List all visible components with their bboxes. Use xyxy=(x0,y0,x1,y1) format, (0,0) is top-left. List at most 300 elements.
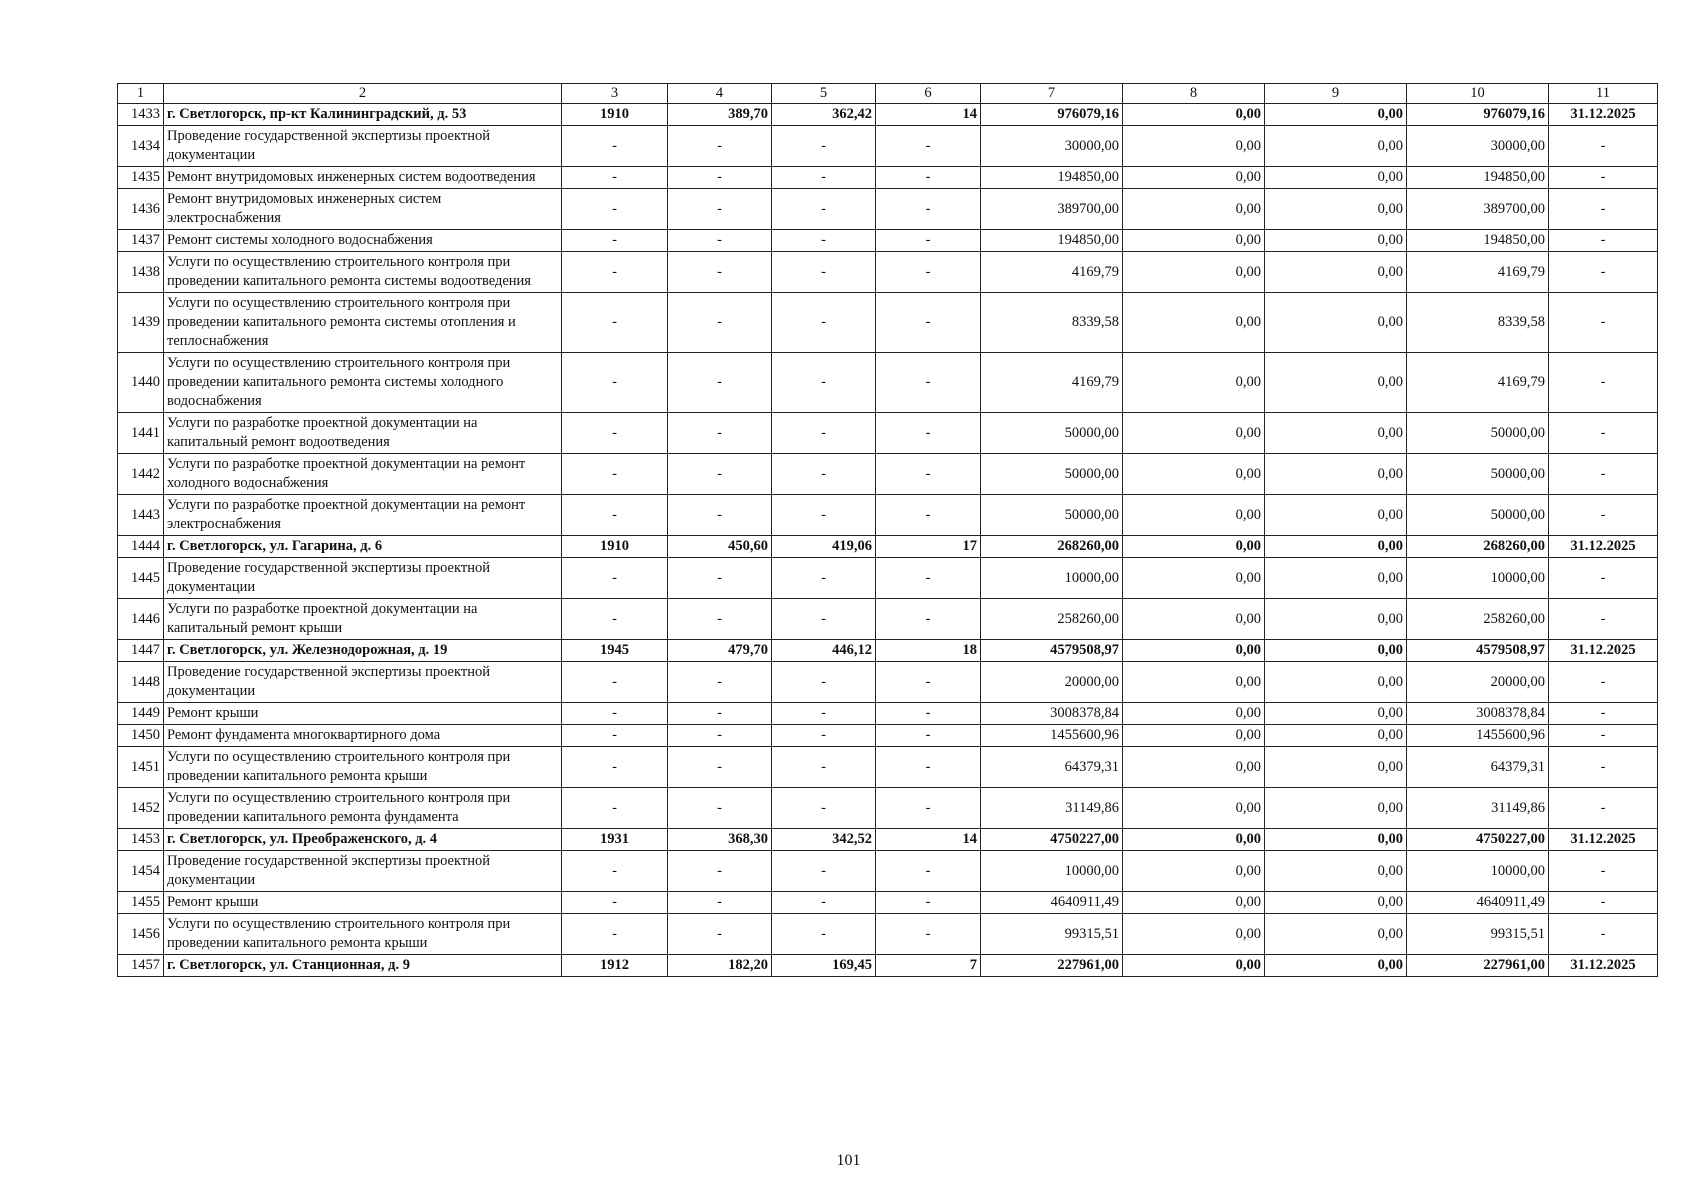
residents-count-cell: 14 xyxy=(876,104,981,126)
budget-cost-cell: 0,00 xyxy=(1265,126,1407,167)
total-area-cell: - xyxy=(668,703,772,725)
work-row xyxy=(118,914,1658,955)
owner-funds-cell: 4579508,97 xyxy=(1407,640,1549,662)
living-area-cell: - xyxy=(772,126,876,167)
total-area-cell: 479,70 xyxy=(668,640,772,662)
completion-date-cell: 31.12.2025 xyxy=(1549,829,1658,851)
completion-date-cell: - xyxy=(1549,413,1658,454)
owner-funds-cell: 194850,00 xyxy=(1407,230,1549,252)
owner-funds-cell: 389700,00 xyxy=(1407,189,1549,230)
fund-cost-cell: 0,00 xyxy=(1123,252,1265,293)
owner-funds-cell: 1455600,96 xyxy=(1407,725,1549,747)
column-number-header: 3 xyxy=(562,84,668,104)
fund-cost-cell: 0,00 xyxy=(1123,536,1265,558)
completion-date-cell: - xyxy=(1549,703,1658,725)
column-number-header: 7 xyxy=(981,84,1123,104)
year-built-cell: - xyxy=(562,230,668,252)
total-area-cell: - xyxy=(668,189,772,230)
completion-date-cell: - xyxy=(1549,189,1658,230)
fund-cost-cell: 0,00 xyxy=(1123,104,1265,126)
fund-cost-cell: 0,00 xyxy=(1123,914,1265,955)
work-description-cell: Услуги по осуществлению строительного контроля при проведении капитального ремонта крыши xyxy=(164,914,562,955)
total-cost-cell: 4169,79 xyxy=(981,353,1123,413)
budget-cost-cell: 0,00 xyxy=(1265,189,1407,230)
completion-date-cell: - xyxy=(1549,892,1658,914)
total-cost-cell: 99315,51 xyxy=(981,914,1123,955)
page-number: 101 xyxy=(836,1152,861,1169)
work-row xyxy=(118,747,1658,788)
year-built-cell: - xyxy=(562,892,668,914)
address-row xyxy=(118,536,1658,558)
fund-cost-cell: 0,00 xyxy=(1123,230,1265,252)
budget-cost-cell: 0,00 xyxy=(1265,252,1407,293)
work-description-cell: Проведение государственной экспертизы проектной документации xyxy=(164,851,562,892)
budget-cost-cell: 0,00 xyxy=(1265,353,1407,413)
year-built-cell: - xyxy=(562,495,668,536)
fund-cost-cell: 0,00 xyxy=(1123,955,1265,977)
column-number-header: 8 xyxy=(1123,84,1265,104)
budget-cost-cell: 0,00 xyxy=(1265,914,1407,955)
address-row xyxy=(118,640,1658,662)
completion-date-cell: 31.12.2025 xyxy=(1549,955,1658,977)
work-row xyxy=(118,189,1658,230)
living-area-cell: - xyxy=(772,413,876,454)
year-built-cell: - xyxy=(562,189,668,230)
living-area-cell: - xyxy=(772,167,876,189)
work-row xyxy=(118,662,1658,703)
total-area-cell: - xyxy=(668,558,772,599)
living-area-cell: - xyxy=(772,599,876,640)
completion-date-cell: - xyxy=(1549,353,1658,413)
column-number-header: 5 xyxy=(772,84,876,104)
living-area-cell: 169,45 xyxy=(772,955,876,977)
year-built-cell: 1910 xyxy=(562,104,668,126)
budget-cost-cell: 0,00 xyxy=(1265,167,1407,189)
work-row xyxy=(118,293,1658,353)
total-area-cell: - xyxy=(668,495,772,536)
work-row xyxy=(118,413,1658,454)
total-cost-cell: 4640911,49 xyxy=(981,892,1123,914)
owner-funds-cell: 976079,16 xyxy=(1407,104,1549,126)
fund-cost-cell: 0,00 xyxy=(1123,703,1265,725)
row-number-cell: 1442 xyxy=(118,454,164,495)
owner-funds-cell: 99315,51 xyxy=(1407,914,1549,955)
fund-cost-cell: 0,00 xyxy=(1123,599,1265,640)
living-area-cell: 362,42 xyxy=(772,104,876,126)
completion-date-cell: 31.12.2025 xyxy=(1549,104,1658,126)
residents-count-cell: 17 xyxy=(876,536,981,558)
fund-cost-cell: 0,00 xyxy=(1123,353,1265,413)
total-area-cell: - xyxy=(668,914,772,955)
residents-count-cell: - xyxy=(876,454,981,495)
residents-count-cell: - xyxy=(876,725,981,747)
year-built-cell: 1931 xyxy=(562,829,668,851)
column-number-header: 4 xyxy=(668,84,772,104)
work-description-cell: Проведение государственной экспертизы проектной документации xyxy=(164,662,562,703)
row-number-cell: 1435 xyxy=(118,167,164,189)
column-number-header: 9 xyxy=(1265,84,1407,104)
owner-funds-cell: 20000,00 xyxy=(1407,662,1549,703)
row-number-cell: 1445 xyxy=(118,558,164,599)
residents-count-cell: - xyxy=(876,413,981,454)
owner-funds-cell: 4640911,49 xyxy=(1407,892,1549,914)
living-area-cell: - xyxy=(772,252,876,293)
total-area-cell: - xyxy=(668,167,772,189)
year-built-cell: - xyxy=(562,353,668,413)
row-number-cell: 1454 xyxy=(118,851,164,892)
work-row xyxy=(118,230,1658,252)
completion-date-cell: - xyxy=(1549,293,1658,353)
budget-cost-cell: 0,00 xyxy=(1265,640,1407,662)
completion-date-cell: - xyxy=(1549,230,1658,252)
work-row xyxy=(118,725,1658,747)
total-cost-cell: 50000,00 xyxy=(981,413,1123,454)
row-number-cell: 1443 xyxy=(118,495,164,536)
work-description-cell: Услуги по разработке проектной документации на капитальный ремонт водоотведения xyxy=(164,413,562,454)
owner-funds-cell: 258260,00 xyxy=(1407,599,1549,640)
total-cost-cell: 258260,00 xyxy=(981,599,1123,640)
total-area-cell: - xyxy=(668,353,772,413)
owner-funds-cell: 50000,00 xyxy=(1407,495,1549,536)
total-cost-cell: 3008378,84 xyxy=(981,703,1123,725)
total-area-cell: - xyxy=(668,413,772,454)
total-area-cell: - xyxy=(668,126,772,167)
row-number-cell: 1457 xyxy=(118,955,164,977)
completion-date-cell: 31.12.2025 xyxy=(1549,536,1658,558)
fund-cost-cell: 0,00 xyxy=(1123,788,1265,829)
year-built-cell: - xyxy=(562,914,668,955)
living-area-cell: - xyxy=(772,454,876,495)
total-cost-cell: 4750227,00 xyxy=(981,829,1123,851)
budget-cost-cell: 0,00 xyxy=(1265,293,1407,353)
row-number-cell: 1453 xyxy=(118,829,164,851)
total-cost-cell: 1455600,96 xyxy=(981,725,1123,747)
living-area-cell: - xyxy=(772,353,876,413)
total-area-cell: 182,20 xyxy=(668,955,772,977)
budget-cost-cell: 0,00 xyxy=(1265,829,1407,851)
total-area-cell: 450,60 xyxy=(668,536,772,558)
residents-count-cell: 14 xyxy=(876,829,981,851)
owner-funds-cell: 50000,00 xyxy=(1407,454,1549,495)
total-area-cell: - xyxy=(668,293,772,353)
completion-date-cell: - xyxy=(1549,126,1658,167)
fund-cost-cell: 0,00 xyxy=(1123,892,1265,914)
column-number-header: 6 xyxy=(876,84,981,104)
row-number-cell: 1436 xyxy=(118,189,164,230)
work-description-cell: Услуги по осуществлению строительного контроля при проведении капитального ремонта фундамента xyxy=(164,788,562,829)
total-area-cell: - xyxy=(668,230,772,252)
residents-count-cell: - xyxy=(876,788,981,829)
completion-date-cell: - xyxy=(1549,788,1658,829)
work-row xyxy=(118,558,1658,599)
total-area-cell: - xyxy=(668,662,772,703)
fund-cost-cell: 0,00 xyxy=(1123,747,1265,788)
fund-cost-cell: 0,00 xyxy=(1123,126,1265,167)
fund-cost-cell: 0,00 xyxy=(1123,293,1265,353)
work-description-cell: Проведение государственной экспертизы проектной документации xyxy=(164,126,562,167)
total-cost-cell: 10000,00 xyxy=(981,851,1123,892)
owner-funds-cell: 8339,58 xyxy=(1407,293,1549,353)
year-built-cell: 1912 xyxy=(562,955,668,977)
work-row xyxy=(118,703,1658,725)
row-number-cell: 1451 xyxy=(118,747,164,788)
row-number-cell: 1433 xyxy=(118,104,164,126)
work-description-cell: Ремонт внутридомовых инженерных систем водоотведения xyxy=(164,167,562,189)
total-area-cell: - xyxy=(668,892,772,914)
total-cost-cell: 30000,00 xyxy=(981,126,1123,167)
year-built-cell: 1945 xyxy=(562,640,668,662)
year-built-cell: - xyxy=(562,293,668,353)
column-number-header: 10 xyxy=(1407,84,1549,104)
total-cost-cell: 227961,00 xyxy=(981,955,1123,977)
year-built-cell: - xyxy=(562,558,668,599)
fund-cost-cell: 0,00 xyxy=(1123,829,1265,851)
row-number-cell: 1455 xyxy=(118,892,164,914)
budget-cost-cell: 0,00 xyxy=(1265,230,1407,252)
total-cost-cell: 268260,00 xyxy=(981,536,1123,558)
work-description-cell: Ремонт внутридомовых инженерных систем электроснабжения xyxy=(164,189,562,230)
work-description-cell: Ремонт фундамента многоквартирного дома xyxy=(164,725,562,747)
residents-count-cell: - xyxy=(876,126,981,167)
living-area-cell: - xyxy=(772,293,876,353)
residents-count-cell: - xyxy=(876,167,981,189)
work-description-cell: Услуги по осуществлению строительного контроля при проведении капитального ремонта системы отопления и теплоснабжения xyxy=(164,293,562,353)
work-row xyxy=(118,599,1658,640)
budget-cost-cell: 0,00 xyxy=(1265,413,1407,454)
total-cost-cell: 50000,00 xyxy=(981,495,1123,536)
completion-date-cell: - xyxy=(1549,725,1658,747)
total-cost-cell: 31149,86 xyxy=(981,788,1123,829)
work-row xyxy=(118,495,1658,536)
living-area-cell: - xyxy=(772,662,876,703)
work-description-cell: Услуги по осуществлению строительного контроля при проведении капитального ремонта системы водоотведения xyxy=(164,252,562,293)
work-description-cell: Ремонт крыши xyxy=(164,703,562,725)
budget-cost-cell: 0,00 xyxy=(1265,599,1407,640)
address-row xyxy=(118,955,1658,977)
fund-cost-cell: 0,00 xyxy=(1123,558,1265,599)
fund-cost-cell: 0,00 xyxy=(1123,662,1265,703)
row-number-cell: 1441 xyxy=(118,413,164,454)
owner-funds-cell: 30000,00 xyxy=(1407,126,1549,167)
residents-count-cell: - xyxy=(876,892,981,914)
residents-count-cell: - xyxy=(876,495,981,536)
budget-cost-cell: 0,00 xyxy=(1265,851,1407,892)
total-cost-cell: 4579508,97 xyxy=(981,640,1123,662)
budget-cost-cell: 0,00 xyxy=(1265,104,1407,126)
year-built-cell: - xyxy=(562,599,668,640)
total-area-cell: 389,70 xyxy=(668,104,772,126)
year-built-cell: - xyxy=(562,851,668,892)
row-number-cell: 1448 xyxy=(118,662,164,703)
year-built-cell: - xyxy=(562,703,668,725)
owner-funds-cell: 4750227,00 xyxy=(1407,829,1549,851)
residents-count-cell: 18 xyxy=(876,640,981,662)
row-number-cell: 1437 xyxy=(118,230,164,252)
work-description-cell: г. Светлогорск, ул. Гагарина, д. 6 xyxy=(164,536,562,558)
living-area-cell: 446,12 xyxy=(772,640,876,662)
work-description-cell: г. Светлогорск, ул. Станционная, д. 9 xyxy=(164,955,562,977)
budget-cost-cell: 0,00 xyxy=(1265,454,1407,495)
fund-cost-cell: 0,00 xyxy=(1123,495,1265,536)
fund-cost-cell: 0,00 xyxy=(1123,725,1265,747)
owner-funds-cell: 10000,00 xyxy=(1407,558,1549,599)
work-description-cell: Услуги по осуществлению строительного контроля при проведении капитального ремонта крыши xyxy=(164,747,562,788)
work-row xyxy=(118,167,1658,189)
year-built-cell: - xyxy=(562,788,668,829)
budget-cost-cell: 0,00 xyxy=(1265,558,1407,599)
completion-date-cell: - xyxy=(1549,167,1658,189)
year-built-cell: - xyxy=(562,252,668,293)
column-number-header-row xyxy=(118,84,1658,104)
work-row xyxy=(118,252,1658,293)
total-area-cell: - xyxy=(668,454,772,495)
budget-cost-cell: 0,00 xyxy=(1265,703,1407,725)
row-number-cell: 1447 xyxy=(118,640,164,662)
completion-date-cell: - xyxy=(1549,914,1658,955)
table-body xyxy=(118,104,1658,977)
work-description-cell: Ремонт системы холодного водоснабжения xyxy=(164,230,562,252)
total-cost-cell: 64379,31 xyxy=(981,747,1123,788)
budget-cost-cell: 0,00 xyxy=(1265,662,1407,703)
completion-date-cell: - xyxy=(1549,747,1658,788)
row-number-cell: 1439 xyxy=(118,293,164,353)
year-built-cell: - xyxy=(562,662,668,703)
capital-repair-table xyxy=(117,83,1658,977)
residents-count-cell: - xyxy=(876,353,981,413)
row-number-cell: 1444 xyxy=(118,536,164,558)
residents-count-cell: - xyxy=(876,189,981,230)
owner-funds-cell: 31149,86 xyxy=(1407,788,1549,829)
fund-cost-cell: 0,00 xyxy=(1123,413,1265,454)
row-number-cell: 1446 xyxy=(118,599,164,640)
year-built-cell: - xyxy=(562,167,668,189)
total-area-cell: - xyxy=(668,599,772,640)
living-area-cell: - xyxy=(772,851,876,892)
year-built-cell: - xyxy=(562,725,668,747)
fund-cost-cell: 0,00 xyxy=(1123,454,1265,495)
owner-funds-cell: 10000,00 xyxy=(1407,851,1549,892)
living-area-cell: 342,52 xyxy=(772,829,876,851)
residents-count-cell: - xyxy=(876,662,981,703)
row-number-cell: 1440 xyxy=(118,353,164,413)
budget-cost-cell: 0,00 xyxy=(1265,955,1407,977)
living-area-cell: - xyxy=(772,189,876,230)
work-row xyxy=(118,353,1658,413)
owner-funds-cell: 64379,31 xyxy=(1407,747,1549,788)
total-cost-cell: 976079,16 xyxy=(981,104,1123,126)
owner-funds-cell: 4169,79 xyxy=(1407,353,1549,413)
row-number-cell: 1456 xyxy=(118,914,164,955)
residents-count-cell: - xyxy=(876,230,981,252)
fund-cost-cell: 0,00 xyxy=(1123,167,1265,189)
total-cost-cell: 8339,58 xyxy=(981,293,1123,353)
total-cost-cell: 10000,00 xyxy=(981,558,1123,599)
living-area-cell: - xyxy=(772,725,876,747)
residents-count-cell: - xyxy=(876,703,981,725)
work-row xyxy=(118,851,1658,892)
year-built-cell: 1910 xyxy=(562,536,668,558)
living-area-cell: - xyxy=(772,495,876,536)
column-number-header: 11 xyxy=(1549,84,1658,104)
total-area-cell: - xyxy=(668,851,772,892)
total-cost-cell: 194850,00 xyxy=(981,230,1123,252)
residents-count-cell: - xyxy=(876,747,981,788)
living-area-cell: - xyxy=(772,914,876,955)
total-cost-cell: 4169,79 xyxy=(981,252,1123,293)
completion-date-cell: 31.12.2025 xyxy=(1549,640,1658,662)
owner-funds-cell: 227961,00 xyxy=(1407,955,1549,977)
total-area-cell: - xyxy=(668,788,772,829)
work-description-cell: г. Светлогорск, ул. Преображенского, д. 4 xyxy=(164,829,562,851)
residents-count-cell: - xyxy=(876,851,981,892)
work-description-cell: Услуги по разработке проектной документации на ремонт холодного водоснабжения xyxy=(164,454,562,495)
year-built-cell: - xyxy=(562,454,668,495)
total-area-cell: - xyxy=(668,252,772,293)
living-area-cell: - xyxy=(772,703,876,725)
work-description-cell: Услуги по осуществлению строительного контроля при проведении капитального ремонта системы холодного водоснабжения xyxy=(164,353,562,413)
living-area-cell: - xyxy=(772,892,876,914)
completion-date-cell: - xyxy=(1549,558,1658,599)
owner-funds-cell: 268260,00 xyxy=(1407,536,1549,558)
budget-cost-cell: 0,00 xyxy=(1265,747,1407,788)
living-area-cell: - xyxy=(772,230,876,252)
year-built-cell: - xyxy=(562,126,668,167)
work-description-cell: Ремонт крыши xyxy=(164,892,562,914)
total-cost-cell: 50000,00 xyxy=(981,454,1123,495)
total-cost-cell: 389700,00 xyxy=(981,189,1123,230)
completion-date-cell: - xyxy=(1549,599,1658,640)
work-row xyxy=(118,788,1658,829)
completion-date-cell: - xyxy=(1549,252,1658,293)
budget-cost-cell: 0,00 xyxy=(1265,892,1407,914)
living-area-cell: 419,06 xyxy=(772,536,876,558)
budget-cost-cell: 0,00 xyxy=(1265,536,1407,558)
row-number-cell: 1449 xyxy=(118,703,164,725)
work-description-cell: г. Светлогорск, пр-кт Калининградский, д. 53 xyxy=(164,104,562,126)
work-description-cell: г. Светлогорск, ул. Железнодорожная, д. 19 xyxy=(164,640,562,662)
column-number-header: 1 xyxy=(118,84,164,104)
owner-funds-cell: 194850,00 xyxy=(1407,167,1549,189)
completion-date-cell: - xyxy=(1549,851,1658,892)
address-row xyxy=(118,829,1658,851)
budget-cost-cell: 0,00 xyxy=(1265,788,1407,829)
living-area-cell: - xyxy=(772,747,876,788)
work-description-cell: Проведение государственной экспертизы проектной документации xyxy=(164,558,562,599)
work-row xyxy=(118,892,1658,914)
row-number-cell: 1450 xyxy=(118,725,164,747)
work-row xyxy=(118,126,1658,167)
owner-funds-cell: 3008378,84 xyxy=(1407,703,1549,725)
address-row xyxy=(118,104,1658,126)
column-number-header: 2 xyxy=(164,84,562,104)
living-area-cell: - xyxy=(772,558,876,599)
budget-cost-cell: 0,00 xyxy=(1265,725,1407,747)
completion-date-cell: - xyxy=(1549,454,1658,495)
residents-count-cell: - xyxy=(876,293,981,353)
row-number-cell: 1434 xyxy=(118,126,164,167)
residents-count-cell: - xyxy=(876,914,981,955)
owner-funds-cell: 4169,79 xyxy=(1407,252,1549,293)
work-description-cell: Услуги по разработке проектной документации на капитальный ремонт крыши xyxy=(164,599,562,640)
total-area-cell: - xyxy=(668,747,772,788)
budget-cost-cell: 0,00 xyxy=(1265,495,1407,536)
work-row xyxy=(118,454,1658,495)
living-area-cell: - xyxy=(772,788,876,829)
residents-count-cell: - xyxy=(876,558,981,599)
residents-count-cell: 7 xyxy=(876,955,981,977)
completion-date-cell: - xyxy=(1549,662,1658,703)
residents-count-cell: - xyxy=(876,599,981,640)
